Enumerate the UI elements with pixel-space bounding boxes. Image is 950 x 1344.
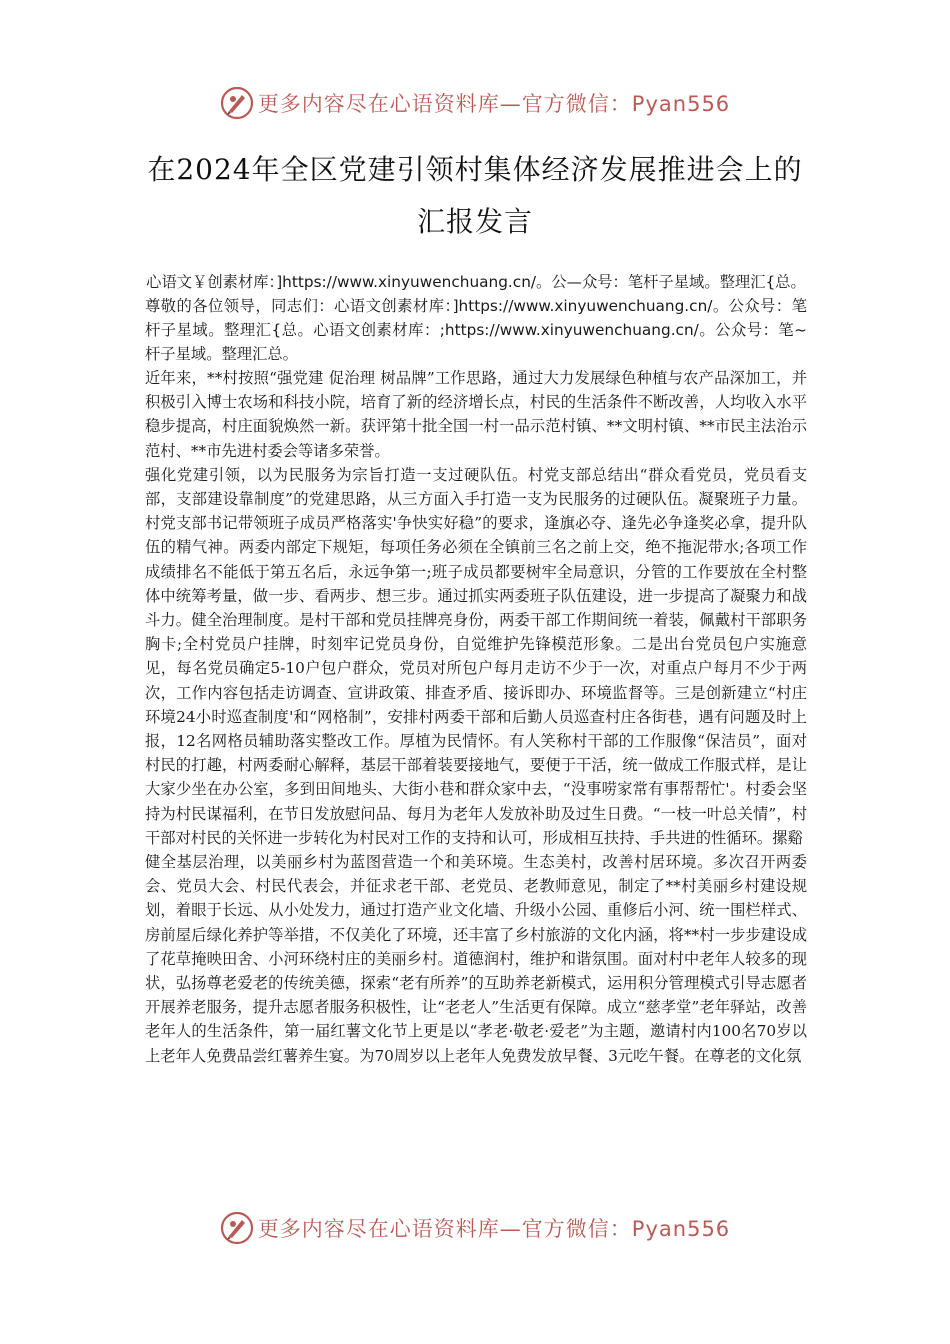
title-line-2: 汇报发言 xyxy=(416,205,533,238)
header-banner xyxy=(0,78,950,128)
document-body xyxy=(145,270,807,1068)
pen-logo-icon xyxy=(220,86,254,120)
pen-logo-icon xyxy=(220,1211,254,1245)
paragraph: 强化党建引领，以为民服务为宗旨打造一支过硬队伍。村党支部总结出“群众看党员，党员看支部，支部建设靠制度”的党建思路，从三方面入手打造一支为民服务的过硬队伍。凝聚班子力量。村党支部书记带领班子成员严格落实'争快实好稳”的要求，逢旗必夺、逢先必争逢奖必拿，提升队伍的精气神。两委内部定下规矩，每项任务必须在全镇前三名之前上交，绝不拖泥带水;各项工作成绩排名不能低于第五名后，永远争第一;班子成员都要树牢全局意识，分管的工作要放在全村整体中统筹考量，做一步、看两步、想三步。通过抓实两委班子队伍建设，进一步提高了凝聚力和战斗力。健全治理制度。是村干部和党员挂牌亮身份，两委干部工作期间统一着装，佩戴村干部职务胸卡;全村党员户挂牌，时刻牢记党员身份，自觉维护先锋模范形象。二是出台党员包户实施意见，每名党员确定5-10户包户群众，党员对所包户每月走访不少于一次，对重点户每月不少于两次，工作内容包括走访调查、宣讲政策、排查矛盾、接诉即办、环境监督等。三是创新建立“村庄环境24小时巡查制度'和“网格制”，安排村两委干部和后勤人员巡查村庄各街巷，遇有问题及时上报，12名网格员辅助落实整改工作。厚植为民情怀。有人笑称村干部的工作服像“保洁员”，面对村民的打趣，村两委耐心解释，基层干部着装要接地气，要便于干活，统一做成工作服式样，是让大家少坐在办公室，多到田间地头、大街小巷和群众家中去，“没事唠家常有事帮帮忙'。村委会坚持为村民谋福利，在节日发放慰问品、每月为老年人发放补助及过生日费。“一枝一叶总关情”，村干部对村民的关怀进一步转化为村民对工作的支持和认可，形成相互扶持、手共进的性循环。摞谿 xyxy=(145,465,807,847)
title-line-1: 在2024年全区党建引领村集体经济发展推进会上的 xyxy=(147,153,803,186)
banner-text: 更多内容尽在心语资料库—官方微信：Pyan556 xyxy=(257,92,731,116)
banner-text: 更多内容尽在心语资料库—官方微信：Pyan556 xyxy=(257,1217,731,1241)
paragraph: 健全基层治理，以美丽乡村为蓝图营造一个和美环境。生态美村，改善村居环境。多次召开两委会、党员大会、村民代表会，并征求老干部、老党员、老教师意见，制定了**村美丽乡村建设规划，着眼于长远、从小处发力，通过打造产业文化墙、升级小公园、重修后小河、统一围栏样式、房前屋后绿化养护等举措，不仅美化了环境，还丰富了乡村旅游的文化内涵，将**村一步步建设成了花草掩映田舍、小河环绕村庄的美丽乡村。道德润村，维护和谐氛围。面对村中老年人较多的现状，弘扬尊老爱老的传统美德，探索“老有所养”的互助养老新模式，运用积分管理模式引导志愿者开展养老服务，提升志愿者服务积极性，让“老老人”生活更有保障。成立“慈孝堂”老年驿站，改善老年人的生活条件，第一届红薯文化节上更是以“孝老·敬老·爱老”为主题，邀请村内100名70岁以上老年人免费品尝红薯养生宴。为70周岁以上老年人免费发放早餐、3元吃午餐。在尊老的文化氛 xyxy=(145,853,807,1065)
document-title xyxy=(120,144,830,248)
source-note: 心语文￥创素材库：]https://www.xinyuwenchuang.cn/。公—众号：笔杆子星域。整理汇{总。 xyxy=(146,273,806,291)
greeting-line: 尊敬的各位领导，同志们：心语文创素材库：]https://www.xinyuwenchuang.cn/。公众号：笔杆子星域。整理汇{总。心语文创素材库：;https://www.xinyuwenchuang.cn/。公众号：笔~杆子星域。整理汇总。 xyxy=(145,297,807,363)
footer-banner xyxy=(0,1203,950,1253)
paragraph: 近年来，**村按照“强党建 促治理 树品牌”工作思路，通过大力发展绿色种植与农产品深加工，并积极引入博士农场和科技小院，培育了新的经济增长点，村民的生活条件不断改善，人均收入水平稳步提高，村庄面貌焕然一新。获评第十批全国一村一品示范村镇、**文明村镇、**市民主法治示范村、**市先进村委会等诸多荣誉。 xyxy=(145,369,807,460)
